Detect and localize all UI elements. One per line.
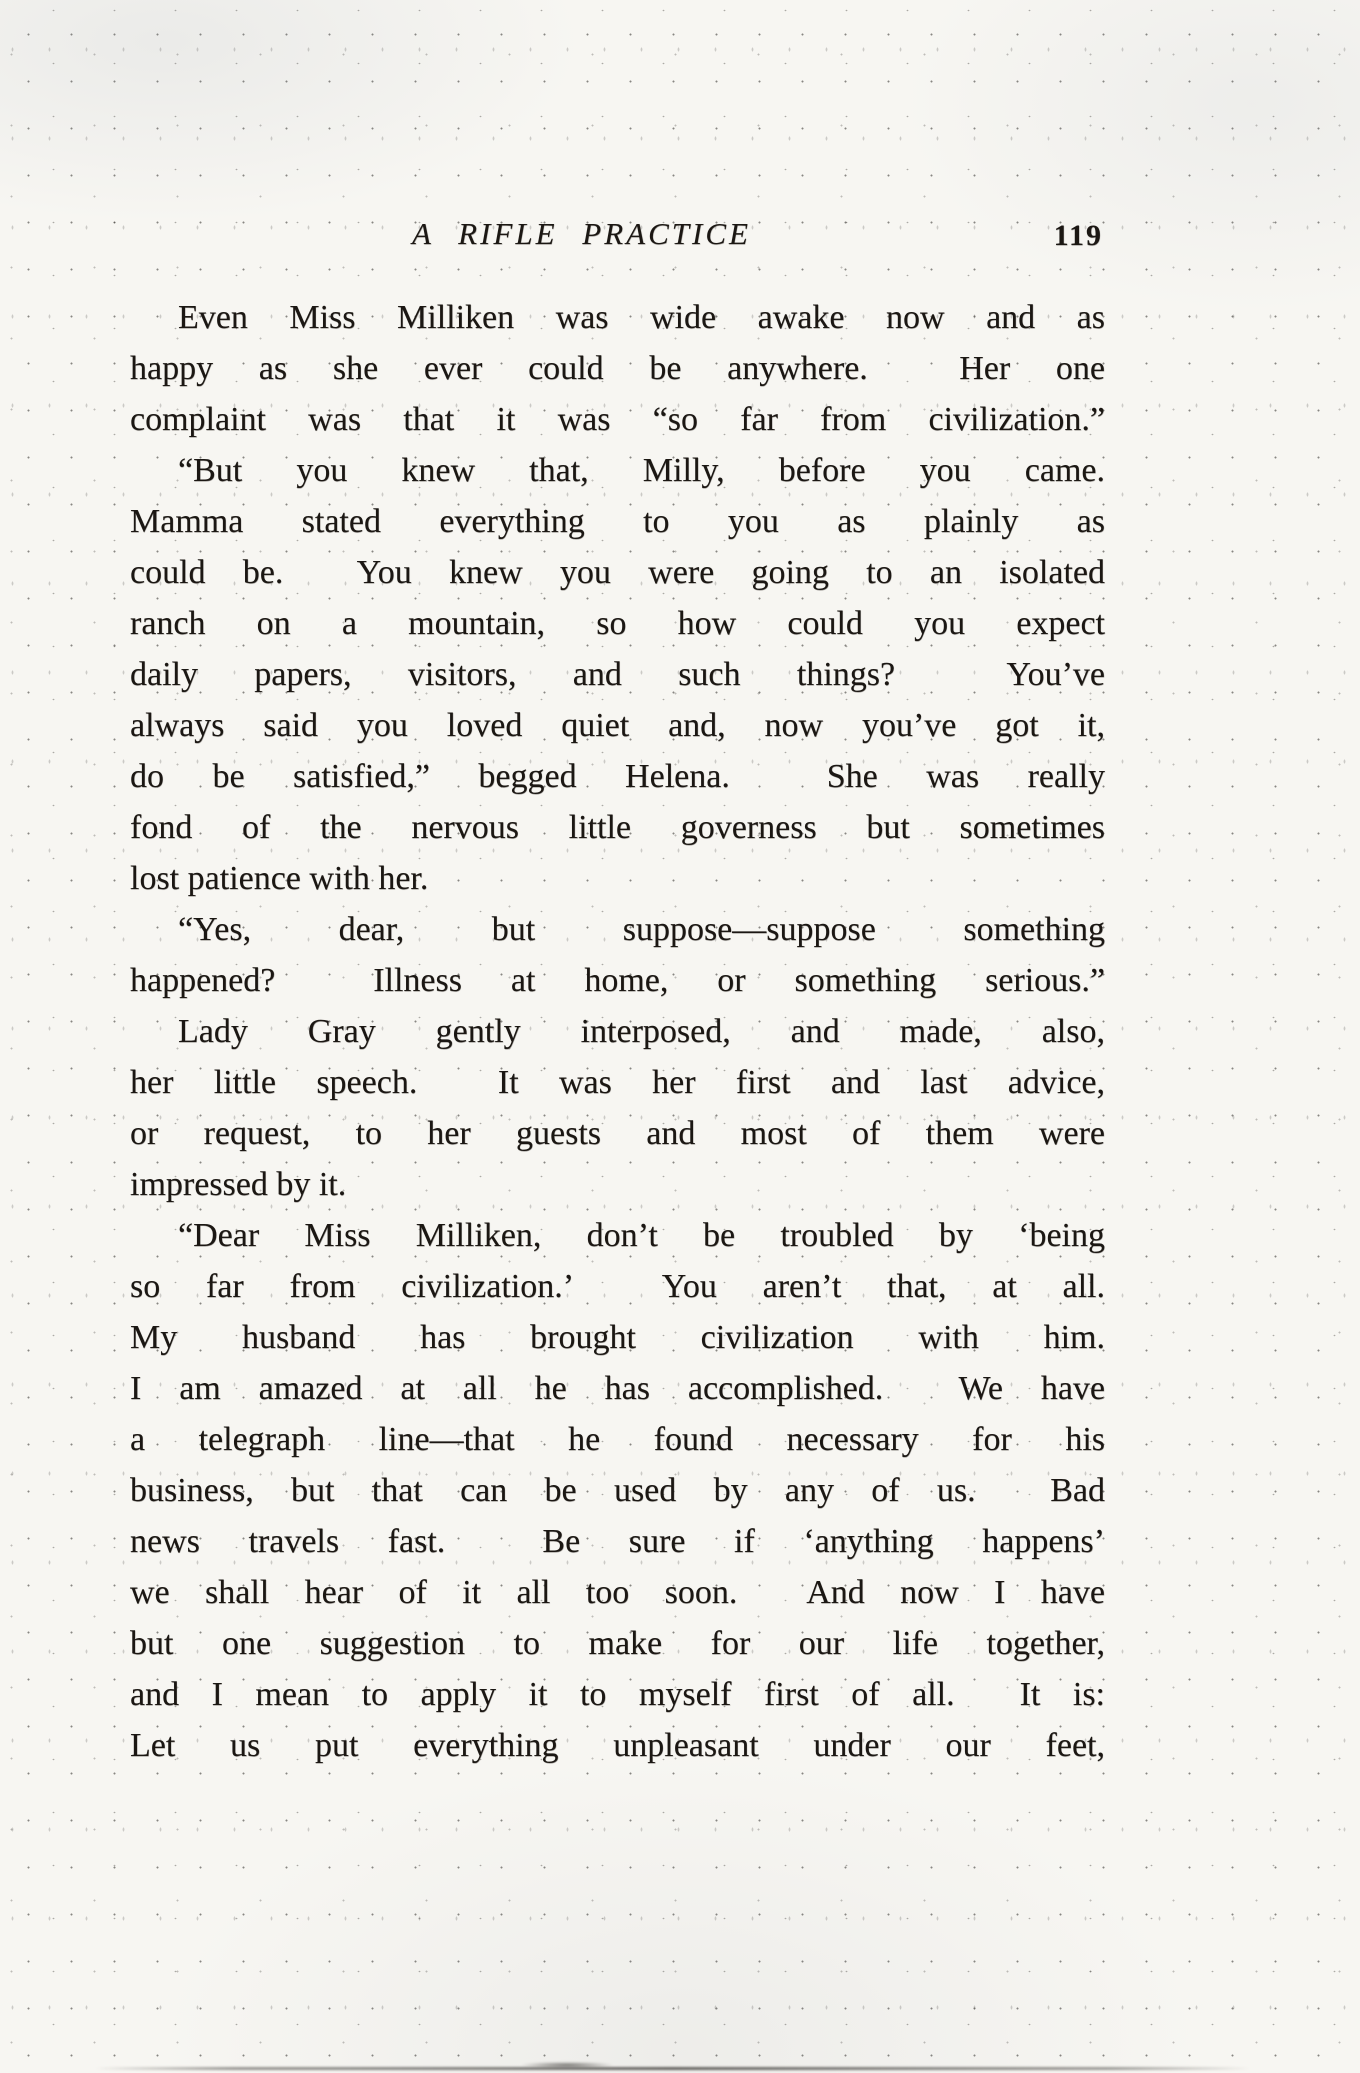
- text-line: Mamma stated everything to you as plainly as: [130, 503, 1105, 540]
- text-line: always said you loved quiet and, now you’ve got it,: [130, 707, 1105, 744]
- text-line: “Dear Miss Milliken, don’t be troubled by ‘being: [178, 1217, 1105, 1254]
- page-text: [130, 292, 1105, 1771]
- text-line: we shall hear of it all too soon. And now I have: [130, 1574, 1105, 1611]
- paragraph: [130, 904, 1105, 1006]
- text-line: happy as she ever could be anywhere. Her one: [130, 350, 1105, 387]
- text-line: impressed by it.: [130, 1166, 347, 1203]
- text-line: news travels fast. Be sure if ‘anything happens’: [130, 1523, 1105, 1560]
- text-line: complaint was that it was “so far from civilization.”: [130, 401, 1105, 438]
- text-line: Lady Gray gently interposed, and made, also,: [178, 1013, 1105, 1050]
- scan-edge-smudge: [512, 2061, 622, 2069]
- running-header: [130, 216, 1105, 262]
- text-line: My husband has brought civilization with him.: [130, 1319, 1105, 1356]
- text-line: so far from civilization.’ You aren’t that, at all.: [130, 1268, 1105, 1305]
- text-line: fond of the nervous little governess but sometimes: [130, 809, 1105, 846]
- text-line: Even Miss Milliken was wide awake now and as: [178, 299, 1105, 336]
- chapter-title: A RIFLE PRACTICE: [412, 216, 751, 251]
- text-line: “But you knew that, Milly, before you came.: [178, 452, 1105, 489]
- text-line: her little speech. It was her first and last advice,: [130, 1064, 1105, 1101]
- text-line: or request, to her guests and most of them were: [130, 1115, 1105, 1152]
- text-line: lost patience with her.: [130, 860, 429, 897]
- text-line: I am amazed at all he has accomplished. We have: [130, 1370, 1105, 1407]
- running-header-title-wrap: [94, 216, 1069, 252]
- text-line: but one suggestion to make for our life together,: [130, 1625, 1105, 1662]
- paragraph: [130, 1006, 1105, 1210]
- text-line: daily papers, visitors, and such things? You’ve: [130, 656, 1105, 693]
- text-line: a telegraph line—that he found necessary for his: [130, 1421, 1105, 1458]
- paragraph: [130, 292, 1105, 445]
- scan-edge-shadow: [95, 2067, 1250, 2070]
- page-number: 119: [1053, 219, 1103, 252]
- text-line: Let us put everything unpleasant under our feet,: [130, 1727, 1105, 1764]
- paragraph: [130, 1210, 1105, 1771]
- text-line: ranch on a mountain, so how could you expect: [130, 605, 1105, 642]
- text-line: do be satisfied,” begged Helena. She was really: [130, 758, 1105, 795]
- paragraph: [130, 445, 1105, 904]
- text-line: business, but that can be used by any of us. Bad: [130, 1472, 1105, 1509]
- text-line: could be. You knew you were going to an isolated: [130, 554, 1105, 591]
- text-line: “Yes, dear, but suppose—suppose something: [178, 911, 1105, 948]
- text-line: happened? Illness at home, or something serious.”: [130, 962, 1105, 999]
- text-line: and I mean to apply it to myself first of all. It is:: [130, 1676, 1105, 1713]
